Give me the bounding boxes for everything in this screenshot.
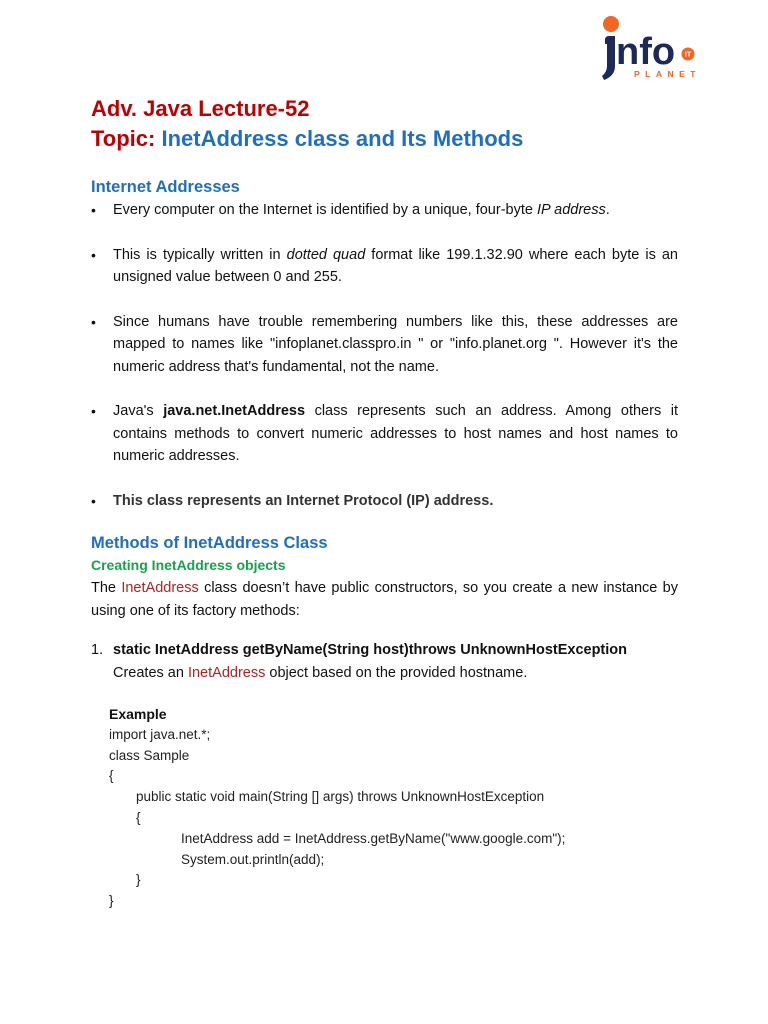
code-listing [109, 725, 678, 912]
logo-badge: IT [684, 51, 692, 59]
list-item [91, 199, 678, 222]
infoplanet-logo [596, 14, 708, 84]
logo-main-text: nfo [616, 31, 676, 73]
topic-prefix: Topic: [91, 126, 156, 151]
list-item [91, 490, 678, 513]
infoplanet-logo-icon [596, 14, 708, 84]
code-line: { [109, 768, 114, 784]
intro-text: The [91, 580, 122, 596]
method-description [113, 662, 678, 685]
lecture-title: Adv. Java Lecture-52 [91, 96, 310, 121]
code-line: InetAddress add = InetAddress.getByName("www.google.com"); [181, 830, 566, 846]
code-line: } [136, 872, 141, 888]
intro-text: class doesn’t have public constructors, so you create a new instance by using one of its factory methods: [91, 580, 678, 619]
topic-title [91, 124, 678, 154]
bullet-emphasis: dotted quad [286, 246, 366, 263]
list-item [91, 400, 678, 468]
list-item [91, 311, 678, 379]
document-page [91, 94, 678, 912]
bullet-text: This class represents an Internet Protocol (IP) address. [113, 492, 494, 509]
list-item [91, 244, 678, 289]
creating-objects-subheading: Creating InetAddress objects [91, 557, 286, 573]
item-number: 1. [91, 642, 104, 658]
bullet-text: This is typically written in [113, 246, 287, 263]
internet-addresses-list [91, 199, 678, 512]
desc-text: Creates an [113, 664, 188, 681]
bullet-text: Since humans have trouble remembering numbers like this, these addresses are mapped to names like "infoplanet.classpro.in " or "info.planet.org ". However it's the numeric address that's fundamental, not the name. [113, 313, 678, 375]
code-line: public static void main(String [] args) throws UnknownHostException [136, 789, 545, 805]
method-item [91, 639, 678, 684]
example-label: Example [109, 706, 167, 722]
class-name-highlight: InetAddress [187, 664, 266, 681]
code-line: import java.net.*; [109, 726, 211, 742]
bullet-text: class represents such an address. Among others it contains methods to convert numeric addresses to host names and host names to numeric addresses. [113, 403, 678, 464]
example-block [109, 704, 678, 912]
bullet-text: . [605, 202, 610, 218]
code-line: } [109, 893, 114, 909]
topic-name: InetAddress class and Its Methods [161, 126, 524, 151]
bullet-emphasis: IP address [536, 202, 606, 218]
method-signature: static InetAddress getByName(String host)throws UnknownHostException [113, 642, 628, 658]
class-name-highlight: InetAddress [121, 580, 199, 596]
bullet-text: format like 199.1.32.90 where each byte is an unsigned value between 0 and 255. [113, 246, 678, 285]
code-line: class Sample [109, 747, 190, 763]
intro-paragraph [91, 577, 678, 622]
bullet-strong: java.net.InetAddress [163, 403, 306, 419]
section-methods-heading: Methods of InetAddress Class [91, 534, 328, 552]
desc-text: object based on the provided hostname. [265, 664, 528, 681]
logo-sub-text: PLANET [634, 69, 701, 79]
section-internet-addresses-heading: Internet Addresses [91, 178, 240, 196]
code-line: { [136, 809, 141, 825]
bullet-text: Java's [113, 403, 164, 419]
bullet-text: Every computer on the Internet is identified by a unique, four-byte [113, 202, 537, 218]
code-line: System.out.println(add); [181, 851, 325, 867]
